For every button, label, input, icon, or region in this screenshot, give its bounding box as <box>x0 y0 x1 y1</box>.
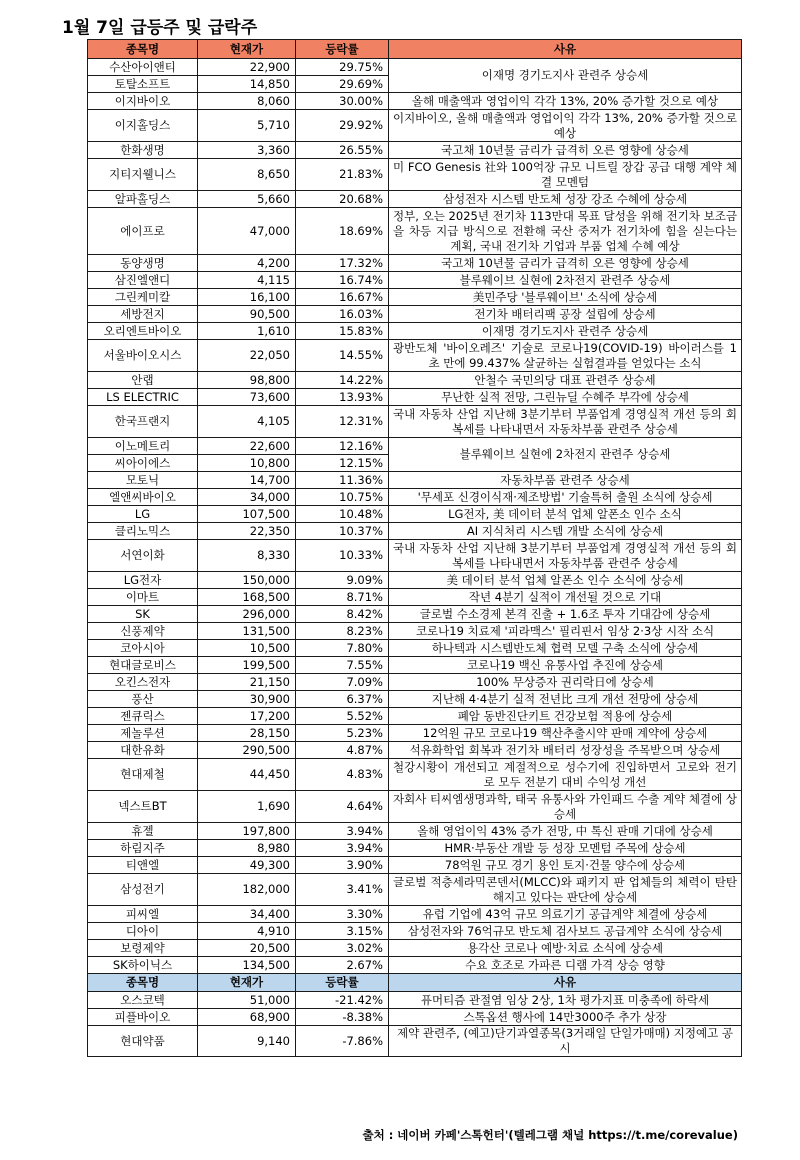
stock-rate: 13.93% <box>296 389 389 406</box>
stock-table <box>87 39 742 1057</box>
stock-reason: 올해 영업이익 43% 증가 전망, 中 톡신 판매 기대에 상승세 <box>389 823 742 840</box>
stock-name: 이노메트리 <box>88 438 198 455</box>
stock-price: 14,700 <box>198 472 296 489</box>
stock-name: 서울바이오시스 <box>88 340 198 372</box>
stock-reason: 지난해 4·4분기 실적 전년比 크게 개선 전망에 상승세 <box>389 691 742 708</box>
table-row <box>88 957 742 974</box>
table-row <box>88 657 742 674</box>
stock-reason: 광반도체 '바이오레즈' 기술로 코로나19(COVID-19) 바이러스를 1초 만에 99.437% 살균하는 실험결과를 얻었다는 소식 <box>389 340 742 372</box>
stock-reason: 美 데이터 분석 업체 알폰소 인수 소식에 상승세 <box>389 572 742 589</box>
stock-name: 오리엔트바이오 <box>88 323 198 340</box>
stock-name: 에이프로 <box>88 208 198 255</box>
stock-rate: 16.74% <box>296 272 389 289</box>
stock-name: 현대글로비스 <box>88 657 198 674</box>
stock-price: 8,060 <box>198 93 296 110</box>
stock-name: LG <box>88 506 198 523</box>
stock-price: 22,050 <box>198 340 296 372</box>
stock-name: 씨아이에스 <box>88 455 198 472</box>
stock-rate: 29.69% <box>296 76 389 93</box>
stock-reason: 코로나19 치료제 '피라맥스' 필리핀서 임상 2·3상 시작 소식 <box>389 623 742 640</box>
header-price: 현재가 <box>198 974 296 992</box>
stock-reason: 철강시황이 개선되고 계절적으로 성수기에 진입하면서 고로와 전기로 모두 전분기 대비 수익성 개선 <box>389 759 742 791</box>
stock-price: 5,660 <box>198 191 296 208</box>
table-row <box>88 759 742 791</box>
stock-rate: 26.55% <box>296 142 389 159</box>
stock-reason: 퓨머티즘 관절염 임상 2상, 1차 평가지표 미충족에 하락세 <box>389 992 742 1009</box>
stock-name: 신풍제약 <box>88 623 198 640</box>
table-row <box>88 606 742 623</box>
stock-price: 22,350 <box>198 523 296 540</box>
stock-rate: 8.71% <box>296 589 389 606</box>
stock-price: 10,800 <box>198 455 296 472</box>
stock-reason: 제약 관련주, (예고)단기과열종목(3거래일 단일가매매) 지정예고 공시 <box>389 1026 742 1057</box>
stock-reason: 국고채 10년물 금리가 급격히 오른 영향에 상승세 <box>389 255 742 272</box>
stock-name: 수산아이앤티 <box>88 59 198 76</box>
table-row <box>88 489 742 506</box>
stock-rate: 8.42% <box>296 606 389 623</box>
stock-name: 삼성전기 <box>88 874 198 906</box>
stock-rate: 4.64% <box>296 791 389 823</box>
stock-rate: 5.23% <box>296 725 389 742</box>
table-row <box>88 208 742 255</box>
stock-price: 4,105 <box>198 406 296 438</box>
stock-price: 199,500 <box>198 657 296 674</box>
stock-reason: 78억원 규모 경기 용인 토지·건물 양수에 상승세 <box>389 857 742 874</box>
stock-price: 22,600 <box>198 438 296 455</box>
table-row <box>88 438 742 455</box>
stock-name: 제놀루션 <box>88 725 198 742</box>
stock-rate: 14.22% <box>296 372 389 389</box>
stock-reason: 삼성전자 시스템 반도체 성장 강조 수혜에 상승세 <box>389 191 742 208</box>
stock-rate: 3.15% <box>296 923 389 940</box>
table-row <box>88 506 742 523</box>
table-row <box>88 857 742 874</box>
stock-name: 한국프랜지 <box>88 406 198 438</box>
stock-reason: 코로나19 백신 유통사업 추진에 상승세 <box>389 657 742 674</box>
stock-name: 오스코텍 <box>88 992 198 1009</box>
losers-body <box>88 974 742 1057</box>
stock-price: 73,600 <box>198 389 296 406</box>
table-row <box>88 1009 742 1026</box>
stock-name: 그린케미칼 <box>88 289 198 306</box>
stock-price: 8,650 <box>198 159 296 191</box>
stock-reason: 미 FCO Genesis 社와 100억장 규모 니트릴 장갑 공급 대행 계약 체결 모멘텀 <box>389 159 742 191</box>
table-row <box>88 540 742 572</box>
stock-rate: 30.00% <box>296 93 389 110</box>
table-row <box>88 791 742 823</box>
table-row <box>88 992 742 1009</box>
stock-rate: 16.67% <box>296 289 389 306</box>
stock-name: SK하이닉스 <box>88 957 198 974</box>
table-row <box>88 691 742 708</box>
stock-price: 28,150 <box>198 725 296 742</box>
gainers-header-row <box>88 40 742 59</box>
stock-price: 5,710 <box>198 110 296 142</box>
stock-price: 17,200 <box>198 708 296 725</box>
table-row <box>88 389 742 406</box>
table-row <box>88 674 742 691</box>
stock-name: 클리노믹스 <box>88 523 198 540</box>
stock-reason: 무난한 실적 전망, 그린뉴딜 수혜주 부각에 상승세 <box>389 389 742 406</box>
stock-reason: AI 지식처리 시스템 개발 소식에 상승세 <box>389 523 742 540</box>
stock-price: 21,150 <box>198 674 296 691</box>
stock-rate: 21.83% <box>296 159 389 191</box>
stock-rate: 16.03% <box>296 306 389 323</box>
stock-reason: 이재명 경기도지사 관련주 상승세 <box>389 323 742 340</box>
stock-rate: 4.87% <box>296 742 389 759</box>
header-price: 현재가 <box>198 40 296 59</box>
table-row <box>88 110 742 142</box>
stock-name: 오킨스전자 <box>88 674 198 691</box>
stock-price: 14,850 <box>198 76 296 93</box>
losers-header-row <box>88 974 742 992</box>
stock-price: 98,800 <box>198 372 296 389</box>
table-row <box>88 272 742 289</box>
stock-price: 10,500 <box>198 640 296 657</box>
stock-reason: 자동차부품 관련주 상승세 <box>389 472 742 489</box>
stock-price: 8,980 <box>198 840 296 857</box>
stock-reason: 국내 자동차 산업 지난해 3분기부터 부품업계 경영실적 개선 등의 회복세를 나타내면서 자동차부품 관련주 상승세 <box>389 406 742 438</box>
stock-price: 51,000 <box>198 992 296 1009</box>
stock-rate: 2.67% <box>296 957 389 974</box>
stock-name: 대한유화 <box>88 742 198 759</box>
stock-price: 44,450 <box>198 759 296 791</box>
header-reason: 사유 <box>389 974 742 992</box>
stock-price: 34,000 <box>198 489 296 506</box>
stock-rate: 11.36% <box>296 472 389 489</box>
stock-reason: 이재명 경기도지사 관련주 상승세 <box>389 59 742 93</box>
stock-reason: 안철수 국민의당 대표 관련주 상승세 <box>389 372 742 389</box>
stock-reason: 블루웨이브 실현에 2차전지 관련주 상승세 <box>389 272 742 289</box>
table-row <box>88 142 742 159</box>
stock-reason: 12억원 규모 코로나19 핵산추출시약 판매 계약에 상승세 <box>389 725 742 742</box>
stock-price: 296,000 <box>198 606 296 623</box>
stock-rate: 20.68% <box>296 191 389 208</box>
stock-price: 4,910 <box>198 923 296 940</box>
stock-reason: 수요 호조로 가파른 디램 가격 상승 영향 <box>389 957 742 974</box>
stock-price: 90,500 <box>198 306 296 323</box>
stock-price: 107,500 <box>198 506 296 523</box>
stock-name: 이지바이오 <box>88 93 198 110</box>
stock-price: 182,000 <box>198 874 296 906</box>
stock-reason: 유럽 기업에 43억 규모 의료기기 공급계약 체결에 상승세 <box>389 906 742 923</box>
table-row <box>88 323 742 340</box>
stock-rate: -7.86% <box>296 1026 389 1057</box>
stock-name: 보령제약 <box>88 940 198 957</box>
stock-rate: 6.37% <box>296 691 389 708</box>
table-row <box>88 923 742 940</box>
stock-name: 이마트 <box>88 589 198 606</box>
stock-price: 68,900 <box>198 1009 296 1026</box>
stock-reason: '무세포 신경이식재·제조방법' 기술특허 출원 소식에 상승세 <box>389 489 742 506</box>
stock-rate: 5.52% <box>296 708 389 725</box>
stock-name: 하림지주 <box>88 840 198 857</box>
header-name: 종목명 <box>88 40 198 59</box>
stock-reason: 글로벌 적층세라믹콘덴서(MLCC)와 패키지 판 업체들의 체력이 탄탄해지고 있다는 판단에 상승세 <box>389 874 742 906</box>
table-row <box>88 255 742 272</box>
stock-reason: 글로벌 수소경제 본격 진출 + 1.6조 투자 기대감에 상승세 <box>389 606 742 623</box>
table-row <box>88 472 742 489</box>
header-rate: 등락률 <box>296 40 389 59</box>
table-row <box>88 823 742 840</box>
table-row <box>88 340 742 372</box>
stock-name: 티앤엘 <box>88 857 198 874</box>
stock-price: 20,500 <box>198 940 296 957</box>
table-row <box>88 1026 742 1057</box>
stock-name: 안랩 <box>88 372 198 389</box>
stock-rate: 3.30% <box>296 906 389 923</box>
stock-price: 34,400 <box>198 906 296 923</box>
page-title: 1월 7일 급등주 및 급락주 <box>62 18 258 38</box>
stock-rate: 14.55% <box>296 340 389 372</box>
stock-reason: LG전자, 美 데이터 분석 업체 알폰소 인수 소식 <box>389 506 742 523</box>
stock-name: 모토닉 <box>88 472 198 489</box>
stock-price: 197,800 <box>198 823 296 840</box>
stock-name: SK <box>88 606 198 623</box>
table-row <box>88 572 742 589</box>
table-row <box>88 874 742 906</box>
source-credit: 출처 : 네이버 카페'스톡헌터'(텔레그램 채널 https://t.me/corevalue) <box>362 1128 738 1142</box>
stock-reason: 하나텍과 시스템반도체 협력 모델 구축 소식에 상승세 <box>389 640 742 657</box>
stock-rate: 12.16% <box>296 438 389 455</box>
stock-price: 290,500 <box>198 742 296 759</box>
stock-reason: 국내 자동차 산업 지난해 3분기부터 부품업계 경영실적 개선 등의 회복세를 나타내면서 자동차부품 관련주 상승세 <box>389 540 742 572</box>
stock-name: 한화생명 <box>88 142 198 159</box>
table-row <box>88 940 742 957</box>
stock-name: 동양생명 <box>88 255 198 272</box>
stock-rate: 12.31% <box>296 406 389 438</box>
stock-price: 1,610 <box>198 323 296 340</box>
stock-price: 1,690 <box>198 791 296 823</box>
stock-name: 풍산 <box>88 691 198 708</box>
stock-price: 49,300 <box>198 857 296 874</box>
stock-rate: 17.32% <box>296 255 389 272</box>
stock-name: LS ELECTRIC <box>88 389 198 406</box>
stock-rate: 10.33% <box>296 540 389 572</box>
stock-reason: 자회사 티씨엠생명과학, 태국 유통사와 가인패드 수출 계약 체결에 상승세 <box>389 791 742 823</box>
stock-reason: 용각산 코로나 예방·치료 소식에 상승세 <box>389 940 742 957</box>
stock-price: 168,500 <box>198 589 296 606</box>
stock-reason: 블루웨이브 실현에 2차전지 관련주 상승세 <box>389 438 742 472</box>
stock-reason: 폐암 동반진단키트 건강보험 적용에 상승세 <box>389 708 742 725</box>
table-row <box>88 372 742 389</box>
stock-reason: 이지바이오, 올해 매출액과 영업이익 각각 13%, 20% 증가할 것으로 예상 <box>389 110 742 142</box>
stock-name: 디아이 <box>88 923 198 940</box>
stock-reason: 국고채 10년물 금리가 급격히 오른 영향에 상승세 <box>389 142 742 159</box>
stock-name: 휴젤 <box>88 823 198 840</box>
stock-rate: 3.41% <box>296 874 389 906</box>
stock-rate: 3.94% <box>296 823 389 840</box>
stock-price: 4,200 <box>198 255 296 272</box>
stock-price: 16,100 <box>198 289 296 306</box>
table-row <box>88 159 742 191</box>
table-row <box>88 742 742 759</box>
table-row <box>88 640 742 657</box>
stock-reason: 정부, 오는 2025년 전기차 113만대 목표 달성을 위해 전기차 보조금을 차등 지급 방식으로 전환해 국산 중저가 전기차에 힘을 싣는다는 계획, 국내 전기차 기업과 부품 업체 수혜 예상 <box>389 208 742 255</box>
stock-rate: 10.48% <box>296 506 389 523</box>
header-rate: 등락률 <box>296 974 389 992</box>
stock-rate: 4.83% <box>296 759 389 791</box>
stock-rate: 15.83% <box>296 323 389 340</box>
table-row <box>88 93 742 110</box>
table-row <box>88 406 742 438</box>
stock-price: 4,115 <box>198 272 296 289</box>
stock-reason: 스톡옵션 행사에 14만3000주 추가 상장 <box>389 1009 742 1026</box>
stock-name: 삼진엘앤디 <box>88 272 198 289</box>
stock-name: 서연이화 <box>88 540 198 572</box>
table-row <box>88 191 742 208</box>
stock-rate: 9.09% <box>296 572 389 589</box>
stock-name: 현대약품 <box>88 1026 198 1057</box>
stock-reason: 美민주당 '블루웨이브' 소식에 상승세 <box>389 289 742 306</box>
table-row <box>88 840 742 857</box>
stock-price: 22,900 <box>198 59 296 76</box>
stock-price: 8,330 <box>198 540 296 572</box>
stock-rate: 10.37% <box>296 523 389 540</box>
stock-name: 피씨엘 <box>88 906 198 923</box>
stock-price: 9,140 <box>198 1026 296 1057</box>
stock-price: 30,900 <box>198 691 296 708</box>
table-row <box>88 623 742 640</box>
stock-rate: 8.23% <box>296 623 389 640</box>
stock-rate: -21.42% <box>296 992 389 1009</box>
table-row <box>88 589 742 606</box>
stock-reason: HMR·부동산 개발 등 성장 모멘텀 주목에 상승세 <box>389 840 742 857</box>
stock-price: 150,000 <box>198 572 296 589</box>
stock-rate: 18.69% <box>296 208 389 255</box>
table-row <box>88 289 742 306</box>
stock-price: 131,500 <box>198 623 296 640</box>
stock-reason: 작년 4분기 실적이 개선될 것으로 기대 <box>389 589 742 606</box>
stock-rate: -8.38% <box>296 1009 389 1026</box>
stock-reason: 100% 무상증자 권리락日에 상승세 <box>389 674 742 691</box>
stock-name: 젠큐릭스 <box>88 708 198 725</box>
stock-price: 134,500 <box>198 957 296 974</box>
stock-name: 엘앤씨바이오 <box>88 489 198 506</box>
stock-name: 이지홀딩스 <box>88 110 198 142</box>
header-reason: 사유 <box>389 40 742 59</box>
stock-name: 코아시아 <box>88 640 198 657</box>
table-row <box>88 59 742 76</box>
stock-name: LG전자 <box>88 572 198 589</box>
stock-rate: 7.09% <box>296 674 389 691</box>
stock-name: 토탈소프트 <box>88 76 198 93</box>
stock-rate: 12.15% <box>296 455 389 472</box>
stock-name: 현대제철 <box>88 759 198 791</box>
stock-rate: 29.75% <box>296 59 389 76</box>
gainers-body <box>88 59 742 974</box>
stock-name: 넥스트BT <box>88 791 198 823</box>
table-row <box>88 725 742 742</box>
stock-rate: 3.02% <box>296 940 389 957</box>
stock-rate: 3.94% <box>296 840 389 857</box>
stock-rate: 29.92% <box>296 110 389 142</box>
stock-name: 지티지웰니스 <box>88 159 198 191</box>
stock-reason: 석유화학업 회복과 전기차 배터리 성장성을 주목받으며 상승세 <box>389 742 742 759</box>
table-row <box>88 708 742 725</box>
stock-name: 알파홀딩스 <box>88 191 198 208</box>
stock-reason: 삼성전자와 76억규모 반도체 검사보드 공급계약 소식에 상승세 <box>389 923 742 940</box>
stock-name: 세방전지 <box>88 306 198 323</box>
stock-rate: 10.75% <box>296 489 389 506</box>
stock-reason: 올해 매출액과 영업이익 각각 13%, 20% 증가할 것으로 예상 <box>389 93 742 110</box>
stock-rate: 7.80% <box>296 640 389 657</box>
stock-reason: 전기차 배터리팩 공장 설립에 상승세 <box>389 306 742 323</box>
stock-name: 피플바이오 <box>88 1009 198 1026</box>
stock-price: 47,000 <box>198 208 296 255</box>
table-row <box>88 906 742 923</box>
table-row <box>88 306 742 323</box>
stock-price: 3,360 <box>198 142 296 159</box>
header-name: 종목명 <box>88 974 198 992</box>
stock-rate: 3.90% <box>296 857 389 874</box>
stock-rate: 7.55% <box>296 657 389 674</box>
table-row <box>88 523 742 540</box>
